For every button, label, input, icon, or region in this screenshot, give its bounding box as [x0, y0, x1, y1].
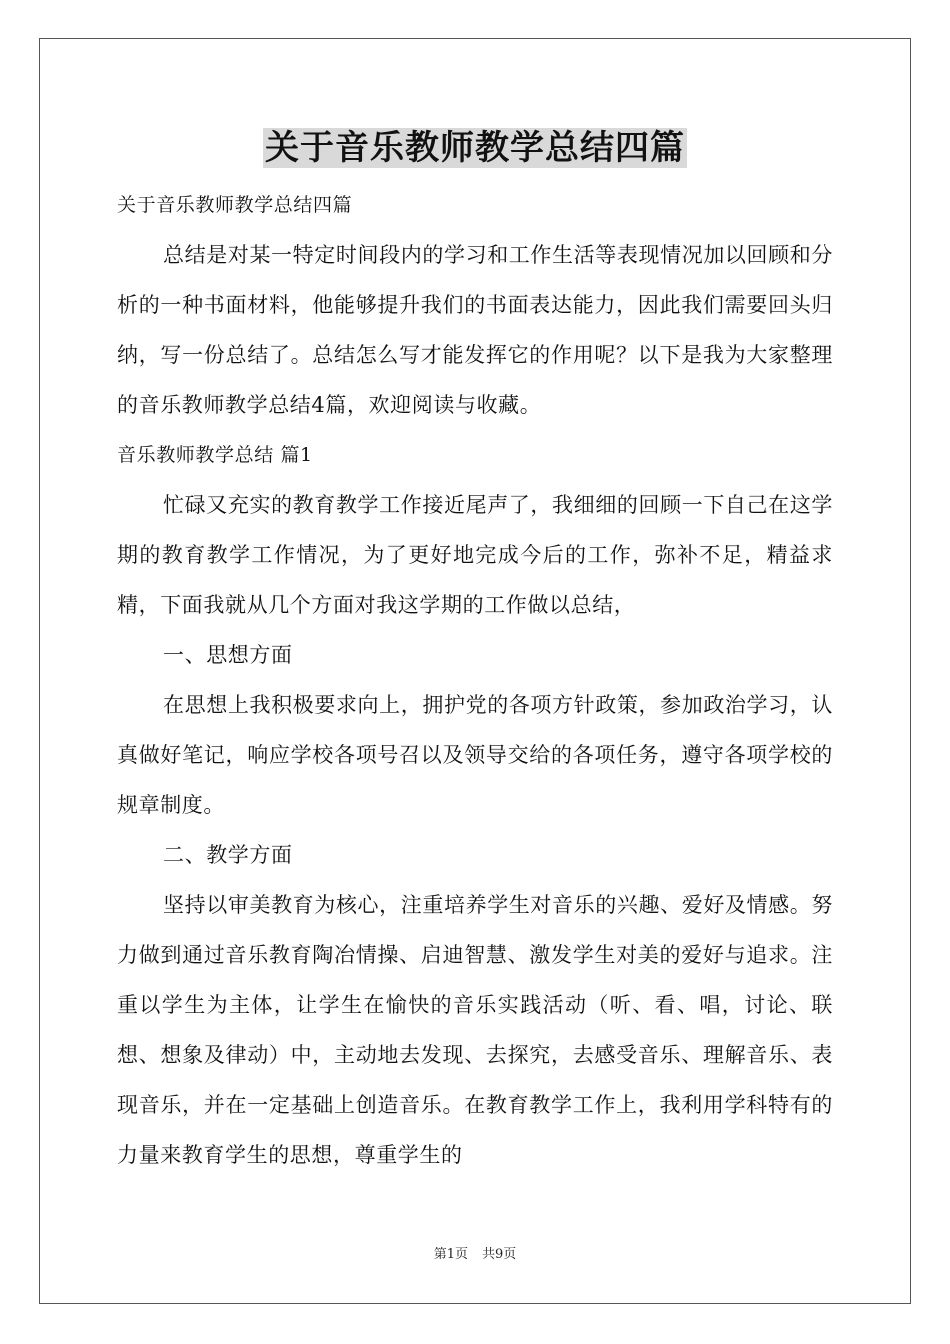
- section-heading-thought: 一、思想方面: [163, 643, 293, 667]
- page-number: 第1页: [433, 1247, 468, 1262]
- document-title-text: 关于音乐教师教学总结四篇: [265, 128, 685, 168]
- page-total: 共9页: [482, 1247, 517, 1262]
- document-body: [117, 180, 833, 1180]
- document-title: [0, 126, 950, 170]
- section-heading-teaching: 二、教学方面: [163, 843, 293, 867]
- paragraph: 坚持以审美教育为核心，注重培养学生对音乐的兴趣、爱好及情感。努力做到通过音乐教育陶冶情操、启迪智慧、激发学生对美的爱好与追求。注重以学生为主体，让学生在愉快的音乐实践活动（听、看、唱，讨论、联想、想象及律动）中，主动地去发现、去探究，去感受音乐、理解音乐、表现音乐，并在一定基础上创造音乐。在教育教学工作上，我利用学科特有的力量来教育学生的思想，尊重学生的: [117, 893, 833, 1167]
- document-subtitle: 关于音乐教师教学总结四篇: [117, 194, 353, 216]
- section-heading-part1: 音乐教师教学总结 篇1: [117, 444, 313, 466]
- paragraph: 在思想上我积极要求向上，拥护党的各项方针政策，参加政治学习，认真做好笔记，响应学校各项号召以及领导交给的各项任务，遵守各项学校的规章制度。: [117, 693, 833, 817]
- paragraph: 忙碌又充实的教育教学工作接近尾声了，我细细的回顾一下自己在这学期的教育教学工作情况，为了更好地完成今后的工作，弥补不足，精益求精，下面我就从几个方面对我这学期的工作做以总结，: [117, 493, 833, 617]
- page-footer: [0, 1246, 950, 1264]
- intro-paragraph: 总结是对某一特定时间段内的学习和工作生活等表现情况加以回顾和分析的一种书面材料，他能够提升我们的书面表达能力，因此我们需要回头归纳，写一份总结了。总结怎么写才能发挥它的作用呢？以下是我为大家整理的音乐教师教学总结4篇，欢迎阅读与收藏。: [117, 243, 833, 417]
